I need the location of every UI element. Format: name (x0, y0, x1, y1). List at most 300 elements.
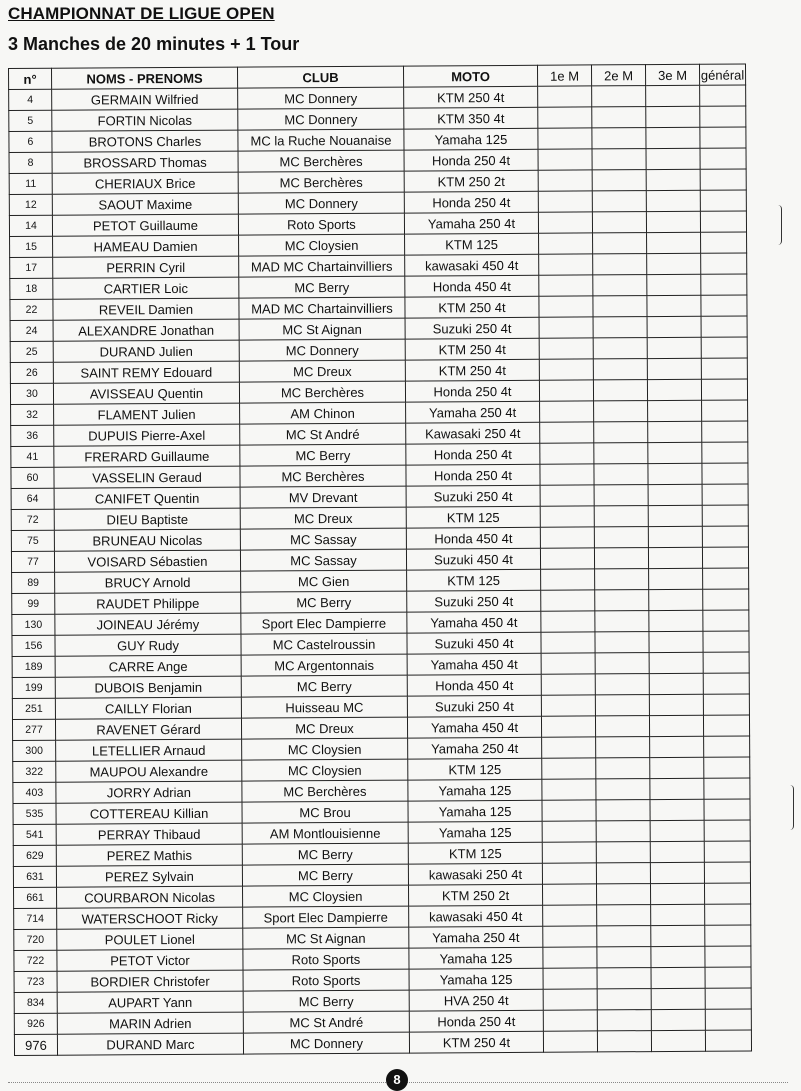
rider-name-cell: COURBARON Nicolas (57, 886, 243, 908)
club-cell: MC Berry (241, 591, 407, 613)
manche-3-result-cell (650, 736, 704, 757)
rider-name-cell: JOINEAU Jérémy (55, 613, 241, 635)
manche-1-result-cell (540, 527, 594, 548)
club-cell: MC Sassay (240, 549, 406, 571)
club-cell: MC Sassay (240, 528, 406, 550)
manche-2-result-cell (596, 779, 650, 800)
moto-cell: Honda 450 4t (406, 527, 540, 549)
margin-bracket-mark (790, 785, 794, 830)
manche-3-result-cell (648, 400, 702, 421)
manche-1-result-cell (541, 590, 595, 611)
general-result-cell (701, 316, 747, 337)
manche-1-result-cell (541, 653, 595, 674)
rider-number-cell: 629 (13, 845, 56, 866)
moto-cell: Honda 250 4t (409, 1010, 543, 1032)
moto-cell: Yamaha 125 (409, 947, 543, 969)
manche-1-result-cell (539, 296, 593, 317)
manche-1-result-cell (542, 758, 596, 779)
rider-number-cell: 976 (14, 1034, 57, 1055)
manche-2-result-cell (593, 359, 647, 380)
general-result-cell (701, 379, 747, 400)
general-result-cell (702, 442, 748, 463)
general-result-cell (704, 736, 750, 757)
col-header-general: général (699, 64, 745, 85)
manche-3-result-cell (649, 652, 703, 673)
club-cell: MC Cloysien (242, 738, 408, 760)
general-result-cell (703, 715, 749, 736)
margin-bracket-mark (778, 205, 782, 245)
club-cell: AM Chinon (240, 402, 406, 424)
rider-number-cell: 5 (9, 110, 52, 131)
rider-number-cell: 720 (14, 929, 57, 950)
moto-cell: KTM 250 4t (405, 338, 539, 360)
general-result-cell (702, 463, 748, 484)
manche-1-result-cell (542, 863, 596, 884)
rider-number-cell: 834 (14, 992, 57, 1013)
club-cell: MC St Aignan (243, 927, 409, 949)
rider-name-cell: REVEIL Damien (53, 298, 239, 320)
manche-3-result-cell (649, 568, 703, 589)
manche-1-result-cell (539, 359, 593, 380)
manche-2-result-cell (596, 758, 650, 779)
general-result-cell (703, 631, 749, 652)
club-cell: Sport Elec Dampierre (243, 906, 409, 928)
manche-2-result-cell (595, 632, 649, 653)
manche-2-result-cell (592, 107, 646, 128)
rider-name-cell: MARIN Adrien (57, 1012, 243, 1034)
moto-cell: Suzuki 450 4t (406, 548, 540, 570)
manche-1-result-cell (539, 338, 593, 359)
manche-1-result-cell (539, 380, 593, 401)
moto-cell: KTM 250 4t (405, 296, 539, 318)
manche-1-result-cell (540, 464, 594, 485)
col-header-num: n° (9, 68, 52, 89)
rider-name-cell: CARRE Ange (55, 655, 241, 677)
manche-3-result-cell (649, 589, 703, 610)
general-result-cell (702, 547, 748, 568)
club-cell: MC Donnery (239, 339, 405, 361)
moto-cell: Suzuki 250 4t (407, 590, 541, 612)
rider-name-cell: VOISARD Sébastien (54, 550, 240, 572)
rider-name-cell: RAVENET Gérard (55, 718, 241, 740)
manche-2-result-cell (592, 212, 646, 233)
manche-2-result-cell (593, 380, 647, 401)
moto-cell: Yamaha 250 4t (408, 737, 542, 759)
manche-1-result-cell (543, 947, 597, 968)
moto-cell: KTM 250 4t (404, 86, 538, 108)
manche-2-result-cell (592, 149, 646, 170)
manche-1-result-cell (539, 254, 593, 275)
manche-2-result-cell (593, 233, 647, 254)
moto-cell: KTM 350 4t (404, 107, 538, 129)
col-header-manche-3: 3e M (645, 64, 699, 85)
manche-2-result-cell (593, 296, 647, 317)
club-cell: MC Dreux (241, 717, 407, 739)
manche-3-result-cell (647, 295, 701, 316)
manche-3-result-cell (649, 610, 703, 631)
rider-number-cell: 251 (12, 698, 55, 719)
rider-name-cell: FLAMENT Julien (54, 403, 240, 425)
manche-1-result-cell (538, 107, 592, 128)
club-cell: MC Cloysien (239, 234, 405, 256)
manche-3-result-cell (646, 190, 700, 211)
rider-number-cell: 189 (12, 656, 55, 677)
moto-cell: Yamaha 125 (409, 968, 543, 990)
manche-3-result-cell (648, 505, 702, 526)
rider-name-cell: PERRAY Thibaud (56, 823, 242, 845)
rider-number-cell: 41 (11, 446, 54, 467)
manche-3-result-cell (650, 862, 704, 883)
moto-cell: Suzuki 250 4t (406, 485, 540, 507)
rider-number-cell: 14 (9, 215, 52, 236)
general-result-cell (700, 148, 746, 169)
club-cell: Roto Sports (243, 948, 409, 970)
club-cell: MAD MC Chartainvilliers (239, 255, 405, 277)
manche-2-result-cell (594, 443, 648, 464)
document-subtitle: 3 Manches de 20 minutes + 1 Tour (8, 34, 300, 54)
moto-cell: KTM 250 2t (404, 170, 538, 192)
moto-cell: HVA 250 4t (409, 989, 543, 1011)
manche-1-result-cell (541, 569, 595, 590)
rider-number-cell: 12 (9, 194, 52, 215)
general-result-cell (703, 673, 749, 694)
rider-name-cell: PETOT Victor (57, 949, 243, 971)
manche-3-result-cell (651, 967, 705, 988)
manche-1-result-cell (540, 443, 594, 464)
manche-3-result-cell (647, 379, 701, 400)
rider-name-cell: MAUPOU Alexandre (56, 760, 242, 782)
rider-name-cell: PEREZ Mathis (56, 844, 242, 866)
manche-1-result-cell (542, 779, 596, 800)
rider-number-cell: 72 (11, 509, 54, 530)
club-cell: Huisseau MC (241, 696, 407, 718)
rider-number-cell: 4 (9, 89, 52, 110)
manche-2-result-cell (596, 821, 650, 842)
rider-number-cell: 89 (12, 572, 55, 593)
general-result-cell (704, 799, 750, 820)
col-header-name: NOMS - PRENOMS (52, 67, 238, 89)
document-title: CHAMPIONNAT DE LIGUE OPEN (8, 4, 275, 23)
moto-cell: KTM 250 4t (405, 359, 539, 381)
general-result-cell (703, 652, 749, 673)
rider-name-cell: CARTIER Loic (53, 277, 239, 299)
manche-3-result-cell (646, 169, 700, 190)
rider-name-cell: HAMEAU Damien (53, 235, 239, 257)
manche-3-result-cell (646, 148, 700, 169)
manche-2-result-cell (595, 611, 649, 632)
club-cell: MC St Aignan (239, 318, 405, 340)
manche-1-result-cell (539, 233, 593, 254)
manche-1-result-cell (542, 800, 596, 821)
manche-1-result-cell (540, 422, 594, 443)
general-result-cell (705, 925, 751, 946)
moto-cell: Suzuki 250 4t (407, 695, 541, 717)
manche-3-result-cell (648, 421, 702, 442)
moto-cell: Honda 250 4t (406, 443, 540, 465)
manche-1-result-cell (539, 275, 593, 296)
rider-name-cell: CANIFET Quentin (54, 487, 240, 509)
manche-1-result-cell (539, 317, 593, 338)
manche-1-result-cell (540, 506, 594, 527)
manche-1-result-cell (542, 884, 596, 905)
manche-3-result-cell (647, 337, 701, 358)
manche-3-result-cell (648, 547, 702, 568)
general-result-cell (703, 694, 749, 715)
manche-3-result-cell (649, 673, 703, 694)
manche-2-result-cell (596, 863, 650, 884)
manche-3-result-cell (650, 883, 704, 904)
manche-1-result-cell (541, 632, 595, 653)
moto-cell: kawasaki 450 4t (409, 905, 543, 927)
moto-cell: Yamaha 450 4t (407, 653, 541, 675)
club-cell: MC Dreux (239, 360, 405, 382)
manche-3-result-cell (651, 1009, 705, 1030)
club-cell: MC Donnery (243, 1032, 409, 1054)
rider-number-cell: 17 (10, 257, 53, 278)
manche-2-result-cell (595, 695, 649, 716)
manche-3-result-cell (650, 841, 704, 862)
rider-name-cell: POULET Lionel (57, 928, 243, 950)
manche-2-result-cell (592, 86, 646, 107)
rider-number-cell: 130 (12, 614, 55, 635)
rider-number-cell: 714 (14, 908, 57, 929)
rider-name-cell: DURAND Marc (57, 1033, 243, 1055)
general-result-cell (705, 946, 751, 967)
moto-cell: Yamaha 250 4t (406, 401, 540, 423)
moto-cell: Kawasaki 250 4t (406, 422, 540, 444)
general-result-cell (704, 841, 750, 862)
manche-2-result-cell (595, 653, 649, 674)
club-cell: MC St André (243, 1011, 409, 1033)
rider-name-cell: SAOUT Maxime (52, 193, 238, 215)
club-cell: AM Montlouisienne (242, 822, 408, 844)
general-result-cell (705, 967, 751, 988)
manche-3-result-cell (650, 799, 704, 820)
moto-cell: Yamaha 250 4t (409, 926, 543, 948)
rider-number-cell: 30 (10, 383, 53, 404)
general-result-cell (700, 190, 746, 211)
rider-number-cell: 64 (11, 488, 54, 509)
general-result-cell (702, 484, 748, 505)
manche-2-result-cell (592, 128, 646, 149)
col-header-club: CLUB (237, 66, 403, 88)
manche-1-result-cell (541, 695, 595, 716)
general-result-cell (704, 778, 750, 799)
general-result-cell (702, 421, 748, 442)
general-result-cell (704, 757, 750, 778)
manche-3-result-cell (649, 694, 703, 715)
col-header-manche-2: 2e M (591, 65, 645, 86)
moto-cell: Yamaha 125 (408, 821, 542, 843)
general-result-cell (700, 127, 746, 148)
club-cell: MC Berchères (240, 465, 406, 487)
club-cell: Roto Sports (238, 213, 404, 235)
rider-number-cell: 926 (14, 1013, 57, 1034)
manche-2-result-cell (597, 968, 651, 989)
manche-2-result-cell (597, 905, 651, 926)
manche-2-result-cell (596, 800, 650, 821)
moto-cell: Honda 250 4t (406, 464, 540, 486)
rider-number-cell: 26 (10, 362, 53, 383)
manche-3-result-cell (646, 211, 700, 232)
manche-2-result-cell (593, 338, 647, 359)
manche-1-result-cell (543, 926, 597, 947)
general-result-cell (703, 610, 749, 631)
rider-name-cell: GERMAIN Wilfried (52, 88, 238, 110)
general-result-cell (703, 589, 749, 610)
rider-name-cell: CHERIAUX Brice (52, 172, 238, 194)
manche-2-result-cell (597, 947, 651, 968)
rider-number-cell: 300 (13, 740, 56, 761)
general-result-cell (701, 337, 747, 358)
manche-1-result-cell (543, 1010, 597, 1031)
manche-3-result-cell (650, 820, 704, 841)
manche-1-result-cell (542, 737, 596, 758)
manche-3-result-cell (649, 631, 703, 652)
club-cell: MC Berry (243, 990, 409, 1012)
moto-cell: KTM 250 4t (409, 1031, 543, 1053)
club-cell: MC Berry (242, 864, 408, 886)
general-result-cell (702, 526, 748, 547)
rider-name-cell: CAILLY Florian (55, 697, 241, 719)
manche-2-result-cell (595, 716, 649, 737)
rider-number-cell: 36 (11, 425, 54, 446)
manche-2-result-cell (593, 275, 647, 296)
rider-name-cell: ALEXANDRE Jonathan (53, 319, 239, 341)
results-table (8, 63, 752, 1055)
rider-number-cell: 25 (10, 341, 53, 362)
manche-1-result-cell (543, 1031, 597, 1052)
manche-3-result-cell (648, 463, 702, 484)
rider-number-cell: 77 (11, 551, 54, 572)
page-number: 8 (386, 1069, 408, 1091)
manche-1-result-cell (540, 548, 594, 569)
manche-3-result-cell (646, 106, 700, 127)
general-result-cell (700, 169, 746, 190)
rider-name-cell: PERRIN Cyril (53, 256, 239, 278)
manche-3-result-cell (650, 778, 704, 799)
rider-name-cell: PETOT Guillaume (52, 214, 238, 236)
manche-2-result-cell (595, 569, 649, 590)
manche-2-result-cell (594, 548, 648, 569)
rider-number-cell: 18 (10, 278, 53, 299)
manche-1-result-cell (543, 968, 597, 989)
rider-name-cell: BROSSARD Thomas (52, 151, 238, 173)
moto-cell: KTM 125 (405, 233, 539, 255)
moto-cell: kawasaki 450 4t (405, 254, 539, 276)
club-cell: MC Berry (239, 276, 405, 298)
rider-name-cell: DIEU Baptiste (54, 508, 240, 530)
moto-cell: KTM 125 (408, 758, 542, 780)
rider-number-cell: 32 (11, 404, 54, 425)
rider-number-cell: 403 (13, 782, 56, 803)
manche-2-result-cell (593, 254, 647, 275)
rider-number-cell: 322 (13, 761, 56, 782)
moto-cell: Honda 250 4t (404, 191, 538, 213)
rider-name-cell: RAUDET Philippe (55, 592, 241, 614)
manche-3-result-cell (648, 526, 702, 547)
rider-name-cell: DUBOIS Benjamin (55, 676, 241, 698)
general-result-cell (701, 274, 747, 295)
moto-cell: Honda 250 4t (404, 149, 538, 171)
manche-3-result-cell (646, 85, 700, 106)
manche-3-result-cell (651, 1030, 705, 1051)
rider-number-cell: 99 (12, 593, 55, 614)
rider-name-cell: DUPUIS Pierre-Axel (54, 424, 240, 446)
manche-1-result-cell (538, 170, 592, 191)
rider-number-cell: 631 (13, 866, 56, 887)
club-cell: MC Brou (242, 801, 408, 823)
manche-1-result-cell (538, 191, 592, 212)
moto-cell: Suzuki 250 4t (405, 317, 539, 339)
manche-1-result-cell (541, 674, 595, 695)
club-cell: MC Cloysien (242, 759, 408, 781)
manche-3-result-cell (647, 316, 701, 337)
manche-2-result-cell (597, 1031, 651, 1052)
club-cell: MC Berry (242, 843, 408, 865)
rider-name-cell: BORDIER Christofer (57, 970, 243, 992)
club-cell: MC la Ruche Nouanaise (238, 129, 404, 151)
moto-cell: Honda 450 4t (405, 275, 539, 297)
rider-name-cell: VASSELIN Geraud (54, 466, 240, 488)
rider-number-cell: 60 (11, 467, 54, 488)
rider-number-cell: 541 (13, 824, 56, 845)
rider-number-cell: 6 (9, 131, 52, 152)
club-cell: Sport Elec Dampierre (241, 612, 407, 634)
rider-name-cell: FRERARD Guillaume (54, 445, 240, 467)
rider-number-cell: 22 (10, 299, 53, 320)
manche-3-result-cell (649, 715, 703, 736)
manche-2-result-cell (594, 464, 648, 485)
manche-2-result-cell (595, 674, 649, 695)
club-cell: MC Donnery (238, 87, 404, 109)
rider-name-cell: PEREZ Sylvain (56, 865, 242, 887)
manche-2-result-cell (592, 170, 646, 191)
club-cell: Roto Sports (243, 969, 409, 991)
general-result-cell (704, 820, 750, 841)
rider-name-cell: SAINT REMY Edouard (53, 361, 239, 383)
rider-name-cell: BRUNEAU Nicolas (54, 529, 240, 551)
club-cell: MAD MC Chartainvilliers (239, 297, 405, 319)
club-cell: MC Berry (241, 675, 407, 697)
manche-1-result-cell (538, 128, 592, 149)
general-result-cell (700, 106, 746, 127)
manche-2-result-cell (597, 1010, 651, 1031)
general-result-cell (705, 1030, 751, 1051)
manche-2-result-cell (594, 506, 648, 527)
col-header-manche-1: 1e M (537, 65, 591, 86)
general-result-cell (705, 1009, 751, 1030)
rider-number-cell: 8 (9, 152, 52, 173)
rider-number-cell: 11 (9, 173, 52, 194)
general-result-cell (700, 211, 746, 232)
manche-2-result-cell (593, 317, 647, 338)
rider-name-cell: BRUCY Arnold (55, 571, 241, 593)
manche-3-result-cell (650, 757, 704, 778)
general-result-cell (705, 988, 751, 1009)
rider-name-cell: DURAND Julien (53, 340, 239, 362)
general-result-cell (700, 85, 746, 106)
club-cell: MC Berchères (238, 171, 404, 193)
general-result-cell (701, 358, 747, 379)
manche-3-result-cell (651, 904, 705, 925)
club-cell: MC Cloysien (243, 885, 409, 907)
manche-3-result-cell (647, 253, 701, 274)
manche-1-result-cell (542, 842, 596, 863)
manche-2-result-cell (594, 527, 648, 548)
club-cell: MC Donnery (238, 108, 404, 130)
club-cell: MC Dreux (240, 507, 406, 529)
